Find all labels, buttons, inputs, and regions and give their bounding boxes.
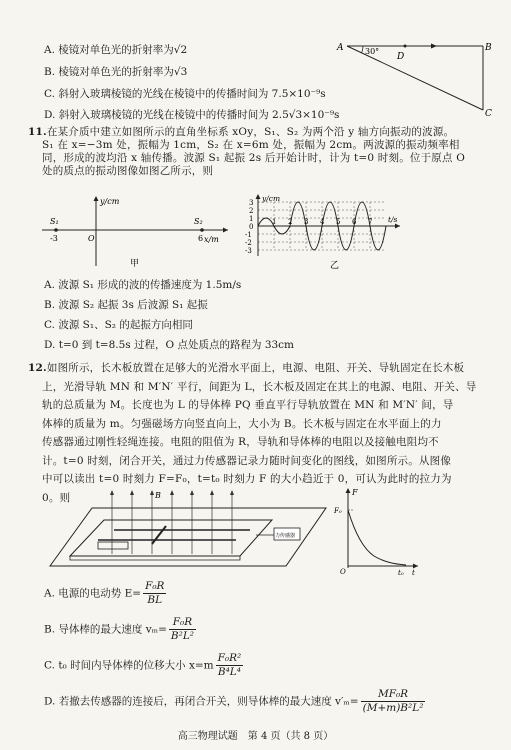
q12-stem-line-5: 传感器通过刚性轻绳连接。电阻的阻值为 R，导轨和导体棒的电阻以及接触电阻均不 <box>42 436 439 448</box>
yi-ytick-1: 1 <box>249 215 254 223</box>
q11-option-a: A. 波源 S₁ 形成的波的传播速度为 1.5m/s <box>44 279 242 291</box>
jia-origin: O <box>88 234 95 243</box>
q12-b-fraction <box>169 616 196 643</box>
q12-d-den: (M+m)B²L² <box>362 702 424 715</box>
q11-figure-yi <box>238 194 418 272</box>
q10-option-a: A. 棱镜对单色光的折射率为√2 <box>44 44 188 56</box>
q12-option-d <box>44 688 427 715</box>
q11-stem-line-4: 处的质点的振动图像如图乙所示，则 <box>42 165 214 178</box>
prism-label-b: B <box>485 43 492 53</box>
yi-ytick-neg1: -1 <box>245 231 252 239</box>
jia-s2: S₂ <box>194 217 203 226</box>
device-sensor-label: 力传感器 <box>275 533 296 539</box>
yi-ttick-3: 3 <box>304 218 309 226</box>
q12-c-fraction <box>216 652 244 679</box>
q12-stem-line-1: 如图所示，长木板放置在足够大的光滑水平面上，电源、电阻、开关、导轨固定在长木板 <box>46 362 465 374</box>
q10-option-d: D. 斜射入玻璃棱镜的光线在棱镜中的传播时间为 2.5√3×10⁻⁹s <box>44 109 340 121</box>
q12-a-prefix: A. 电源的电动势 E= <box>44 587 142 600</box>
q12-d-num: MF₀R <box>361 688 426 702</box>
jia-x-label: x/m <box>204 235 219 244</box>
q12-stem-line-7: 中可以读出 t=0 时刻力 F=F₀，t=t₀ 时刻力 F 的大小趋近于 0，可认为此时的拉力为 <box>42 473 452 485</box>
q11-stem <box>28 126 490 179</box>
q10-option-b: B. 棱镜对单色光的折射率为√3 <box>44 66 188 78</box>
curve-f-label: F <box>352 488 358 497</box>
device-b-label: B <box>155 491 161 500</box>
q12-ft-curve <box>332 486 422 576</box>
yi-t-label: t/s <box>388 215 398 224</box>
yi-ttick-7: 7 <box>368 218 373 226</box>
q12-a-num: F₀R <box>143 580 166 594</box>
q12-b-den: B²L² <box>170 630 195 643</box>
yi-ytick-neg3: -3 <box>245 247 252 255</box>
yi-ytick-2: 2 <box>249 207 254 215</box>
q11-figure-jia <box>38 194 230 270</box>
prism-angle: 30° <box>365 47 380 56</box>
curve-t0-label: t₀ <box>398 569 404 576</box>
yi-ytick-3: 3 <box>249 199 254 207</box>
q12-stem-line-2: 上，光滑导轨 MN 和 M′N′ 平行，间距为 L，长木板及固定在其上的电源、电阻、开关、导 <box>42 380 477 393</box>
q10-option-c: C. 斜射入玻璃棱镜的光线在棱镜中的传播时间为 7.5×10⁻⁹s <box>44 88 326 100</box>
q12-c-num: F₀R² <box>216 652 244 666</box>
q12-option-c <box>44 652 245 679</box>
curve-o-label: O <box>340 568 346 576</box>
q12-stem-line-6: 计。t=0 时刻，闭合开关，通过力传感器记录力随时间变化的图线，如图所示。从图像 <box>42 454 452 467</box>
yi-y-label: y/cm <box>262 194 281 203</box>
curve-t-label: t <box>412 569 415 576</box>
yi-ttick-1: 1 <box>272 218 277 226</box>
jia-y-label: y/cm <box>100 197 120 206</box>
q11-stem-line-2: S₁ 在 x=−3m 处，振幅为 1cm，S₂ 在 x=6m 处，振幅为 2cm。两波源的振动频率相 <box>42 139 460 152</box>
q12-d-fraction <box>361 688 426 715</box>
yi-ttick-6: 6 <box>352 218 357 226</box>
q11-option-c: C. 波源 S₁、S₂ 的起振方向相同 <box>44 319 193 331</box>
q12-b-prefix: B. 导体棒的最大速度 vₘ= <box>44 623 167 636</box>
q12-device-figure <box>40 490 330 575</box>
q11-number: 11. <box>28 126 47 138</box>
yi-caption: 乙 <box>330 261 340 271</box>
q11-stem-line-1: 在某介质中建立如图所示的直角坐标系 xOy，S₁、S₂ 为两个沿 y 轴方向振动的波源。 <box>46 126 455 138</box>
yi-ttick-4: 4 <box>320 218 325 226</box>
page-footer: 高三物理试题 第 4 页（共 8 页） <box>177 731 334 742</box>
prism-label-d: D <box>397 52 405 62</box>
q12-stem-line-8: 0。则 <box>42 491 71 504</box>
jia-tick-neg3: -3 <box>50 234 58 243</box>
q12-stem-line-4: 体棒的质量为 m。匀强磁场方向竖直向上，大小为 B。长木板与固定在水平面上的力 <box>42 417 442 430</box>
yi-ttick-2: 2 <box>288 218 293 226</box>
q11-option-d: D. t=0 到 t=8.5s 过程，O 点处质点的路程为 33cm <box>44 339 295 351</box>
prism-figure <box>335 38 495 120</box>
q12-c-prefix: C. t₀ 时间内导体棒的位移大小 x=m <box>44 659 214 672</box>
prism-label-a: A <box>337 43 344 53</box>
jia-s1: S₁ <box>50 217 59 226</box>
q12-a-den: BL <box>147 594 163 607</box>
q12-a-fraction <box>143 580 166 607</box>
curve-f0-label: F₀ <box>334 507 342 515</box>
q11-stem-line-3: 同，形成的波均沿 x 轴传播。波源 S₁ 起振 2s 后开始计时，计为 t=0 时刻。位于原点 O <box>42 152 466 165</box>
q12-option-a <box>44 580 168 607</box>
q12-option-b <box>44 616 198 643</box>
q12-stem-line-3: 轨的总质量为 M。长度也为 L 的导体棒 PQ 垂直平行导轨放置在 MN 和 M′N′ 间，导 <box>42 399 454 411</box>
q12-stem <box>28 359 490 507</box>
q12-b-num: F₀R <box>169 616 196 630</box>
jia-caption: 甲 <box>130 259 140 269</box>
prism-label-c: C <box>485 109 492 119</box>
q11-option-b: B. 波源 S₂ 起振 3s 后波源 S₁ 起振 <box>44 299 208 311</box>
yi-ytick-0: 0 <box>249 223 254 231</box>
yi-ttick-5: 5 <box>336 218 341 226</box>
q12-d-prefix: D. 若撤去传感器的连接后，再闭合开关，则导体棒的最大速度 v′ₘ= <box>44 695 359 708</box>
jia-tick-6: 6 <box>198 234 204 243</box>
q12-c-den: B⁴L⁴ <box>217 666 241 679</box>
q12-number: 12. <box>28 362 47 374</box>
yi-ytick-neg2: -2 <box>245 239 252 247</box>
